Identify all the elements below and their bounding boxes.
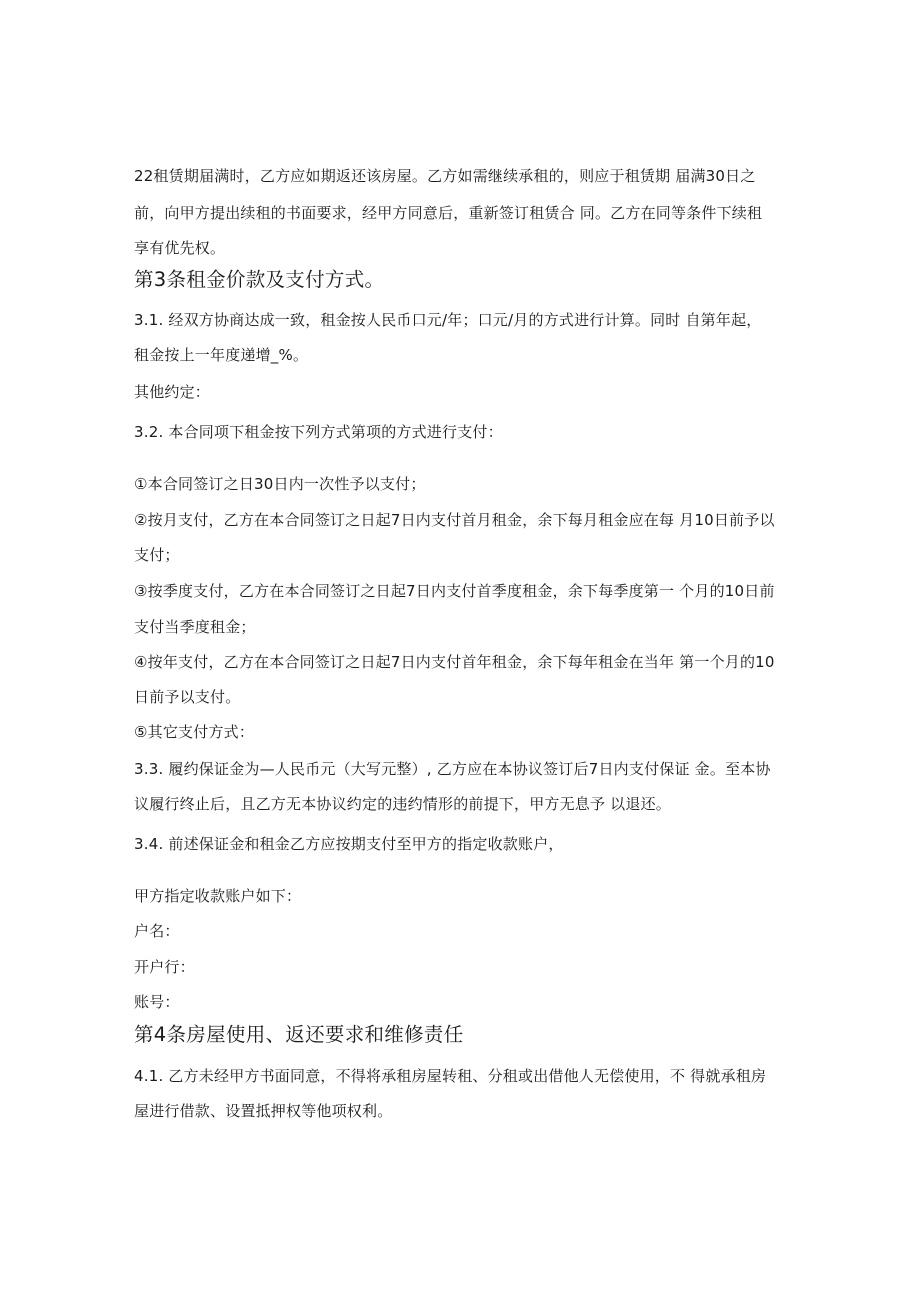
account-intro: 甲方指定收款账户如下： — [134, 887, 302, 905]
clause-2-2-line-1: 22租赁期届满时，乙方应如期返还该房屋。乙方如需继续承租的，则应于租赁期 届满30日之 — [134, 167, 756, 185]
clause-2-2-line-2: 前，向甲方提出续租的书面要求，经甲方同意后，重新签订租赁合 同。乙方在同等条件下续租 — [134, 204, 763, 222]
payment-option-3-line-1: ③按季度支付，乙方在本合同签订之日起7日内支付首季度租金，余下每季度第一 个月的10日前 — [134, 582, 775, 600]
clause-3-1-line-1: 3.1. 经双方协商达成一致，租金按人民币口元/年；口元/月的方式进行计算。同时 自第年起， — [134, 311, 762, 329]
account-number-label: 账号： — [134, 993, 180, 1011]
other-terms-label: 其他约定： — [134, 383, 211, 401]
article-4-heading: 第4条房屋使用、返还要求和维修责任 — [134, 1023, 464, 1046]
clause-3-3-line-1: 3.3. 履约保证金为—人民币元（大写元整）, 乙方应在本协议签订后7日内支付保证 金。至本协 — [134, 760, 771, 778]
clause-3-4: 3.4. 前述保证金和租金乙方应按期支付至甲方的指定收款账户， — [134, 835, 564, 853]
payment-option-2-line-1: ②按月支付，乙方在本合同签订之日起7日内支付首月租金，余下每月租金应在每 月10日前予以 — [134, 511, 775, 529]
payment-option-1: ①本合同签订之日30日内一次性予以支付； — [134, 475, 426, 493]
clause-4-1-line-1: 4.1. 乙方未经甲方书面同意，不得将承租房屋转租、分租或出借他人无偿使用，不 得就承租房 — [134, 1067, 767, 1085]
clause-3-2: 3.2. 本合同项下租金按下列方式第项的方式进行支付： — [134, 423, 503, 441]
clause-3-1-line-2: 租金按上一年度递增_%。 — [134, 346, 309, 364]
payment-option-4-line-1: ④按年支付，乙方在本合同签订之日起7日内支付首年租金，余下每年租金在当年 第一个月的10 — [134, 653, 775, 671]
account-bank-label: 开户行： — [134, 958, 195, 976]
clause-2-2-line-3: 享有优先权。 — [134, 239, 226, 257]
payment-option-2-line-2: 支付； — [134, 546, 180, 564]
payment-option-3-line-2: 支付当季度租金； — [134, 618, 256, 636]
payment-option-5: ⑤其它支付方式： — [134, 723, 255, 741]
clause-3-3-line-2: 议履行终止后，且乙方无本协议约定的违约情形的前提下，甲方无息予 以退还。 — [134, 795, 671, 813]
payment-option-4-line-2: 日前予以支付。 — [134, 688, 241, 706]
clause-4-1-line-2: 屋进行借款、设置抵押权等他项权利。 — [134, 1102, 393, 1120]
article-3-heading: 第3条租金价款及支付方式。 — [134, 268, 385, 291]
account-name-label: 户名： — [134, 922, 180, 940]
